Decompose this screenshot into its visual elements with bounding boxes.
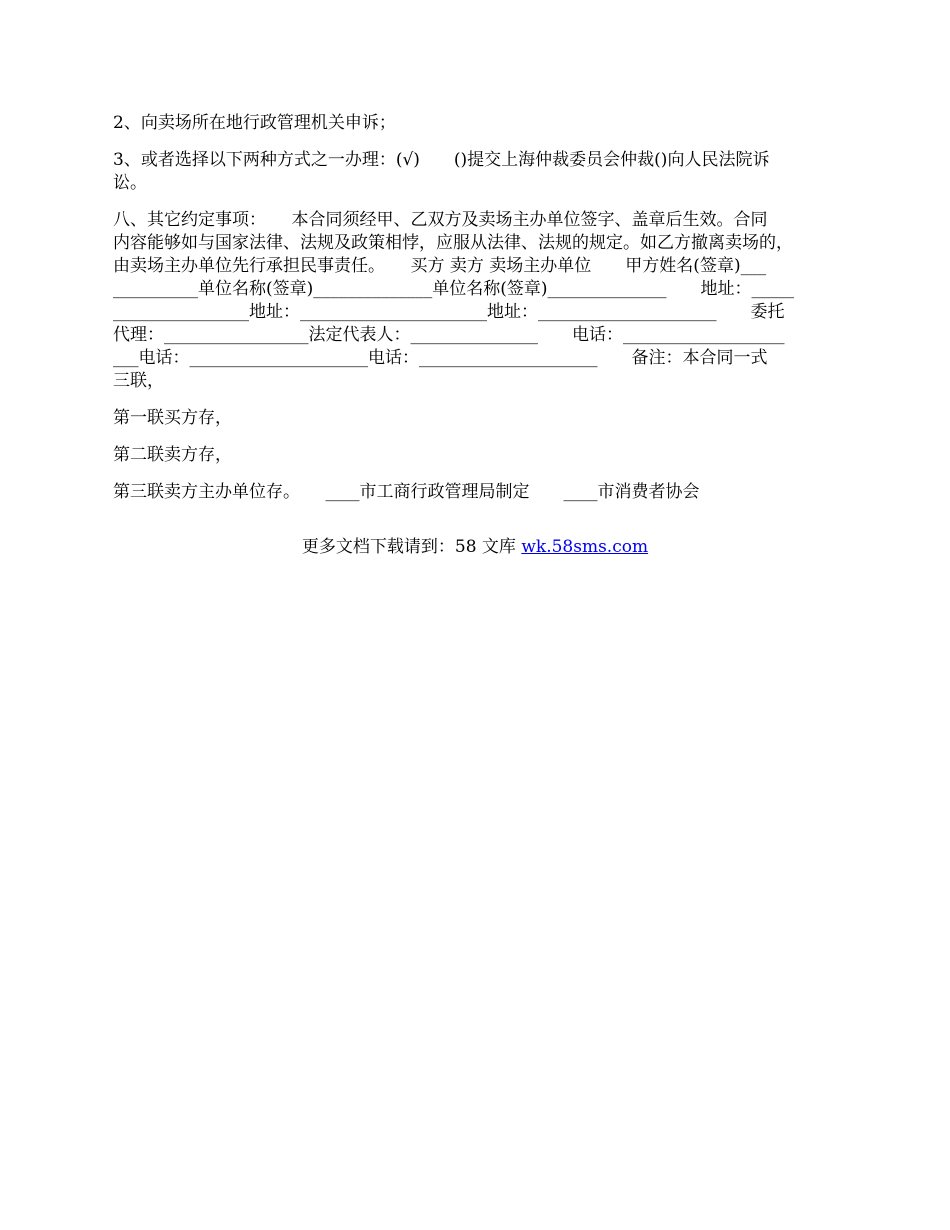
text-line: 三联， — [113, 371, 164, 391]
text-line: 3、或者选择以下两种方式之一办理：(√) ()提交上海仲裁委员会仲裁()向人民法院诉 — [113, 150, 770, 170]
text-line: 2、向卖场所在地行政管理机关申诉； — [113, 113, 396, 133]
text-line: __________单位名称(签章)______________单位名称(签章)______________ 地址：_____ — [113, 279, 795, 299]
text-line: 讼。 — [113, 173, 147, 193]
text-line: 八、其它约定事项： 本合同须经甲、乙双方及卖场主办单位签字、盖章后生效。合同 — [113, 210, 768, 230]
text-line: ___电话：_____________________电话：_____________________ 备注：本合同一式 — [113, 348, 768, 368]
text-line: 第二联卖方存， — [113, 445, 232, 465]
paragraph-copy-three — [113, 481, 843, 504]
paragraph-copy-two — [113, 444, 843, 467]
text-line: 代理：_________________法定代表人：_______________ 电话：___________________ — [113, 325, 785, 345]
footer-text: 更多文档下载请到：58 文库 — [301, 537, 522, 557]
document-body — [113, 112, 843, 518]
paragraph-appeal — [113, 112, 843, 135]
text-line: 由卖场主办单位先行承担民事责任。 买方 卖方 卖场主办单位 甲方姓名(签章)___ — [113, 256, 767, 276]
paragraph-other-terms — [113, 209, 843, 393]
text-line: 第一联买方存， — [113, 408, 232, 428]
download-footer — [0, 536, 950, 559]
text-line: 第三联卖方主办单位存。 ____市工商行政管理局制定 ____市消费者协会 — [113, 482, 700, 502]
paragraph-dispute-options — [113, 149, 843, 195]
footer-link[interactable]: wk.58sms.com — [521, 537, 649, 557]
text-line: ________________地址：______________________地址：_____________________ 委托 — [113, 302, 785, 322]
text-line: 内容能够如与国家法律、法规及政策相悖，应服从法律、法规的规定。如乙方撤离卖场的， — [113, 233, 793, 253]
paragraph-copy-one — [113, 407, 843, 430]
